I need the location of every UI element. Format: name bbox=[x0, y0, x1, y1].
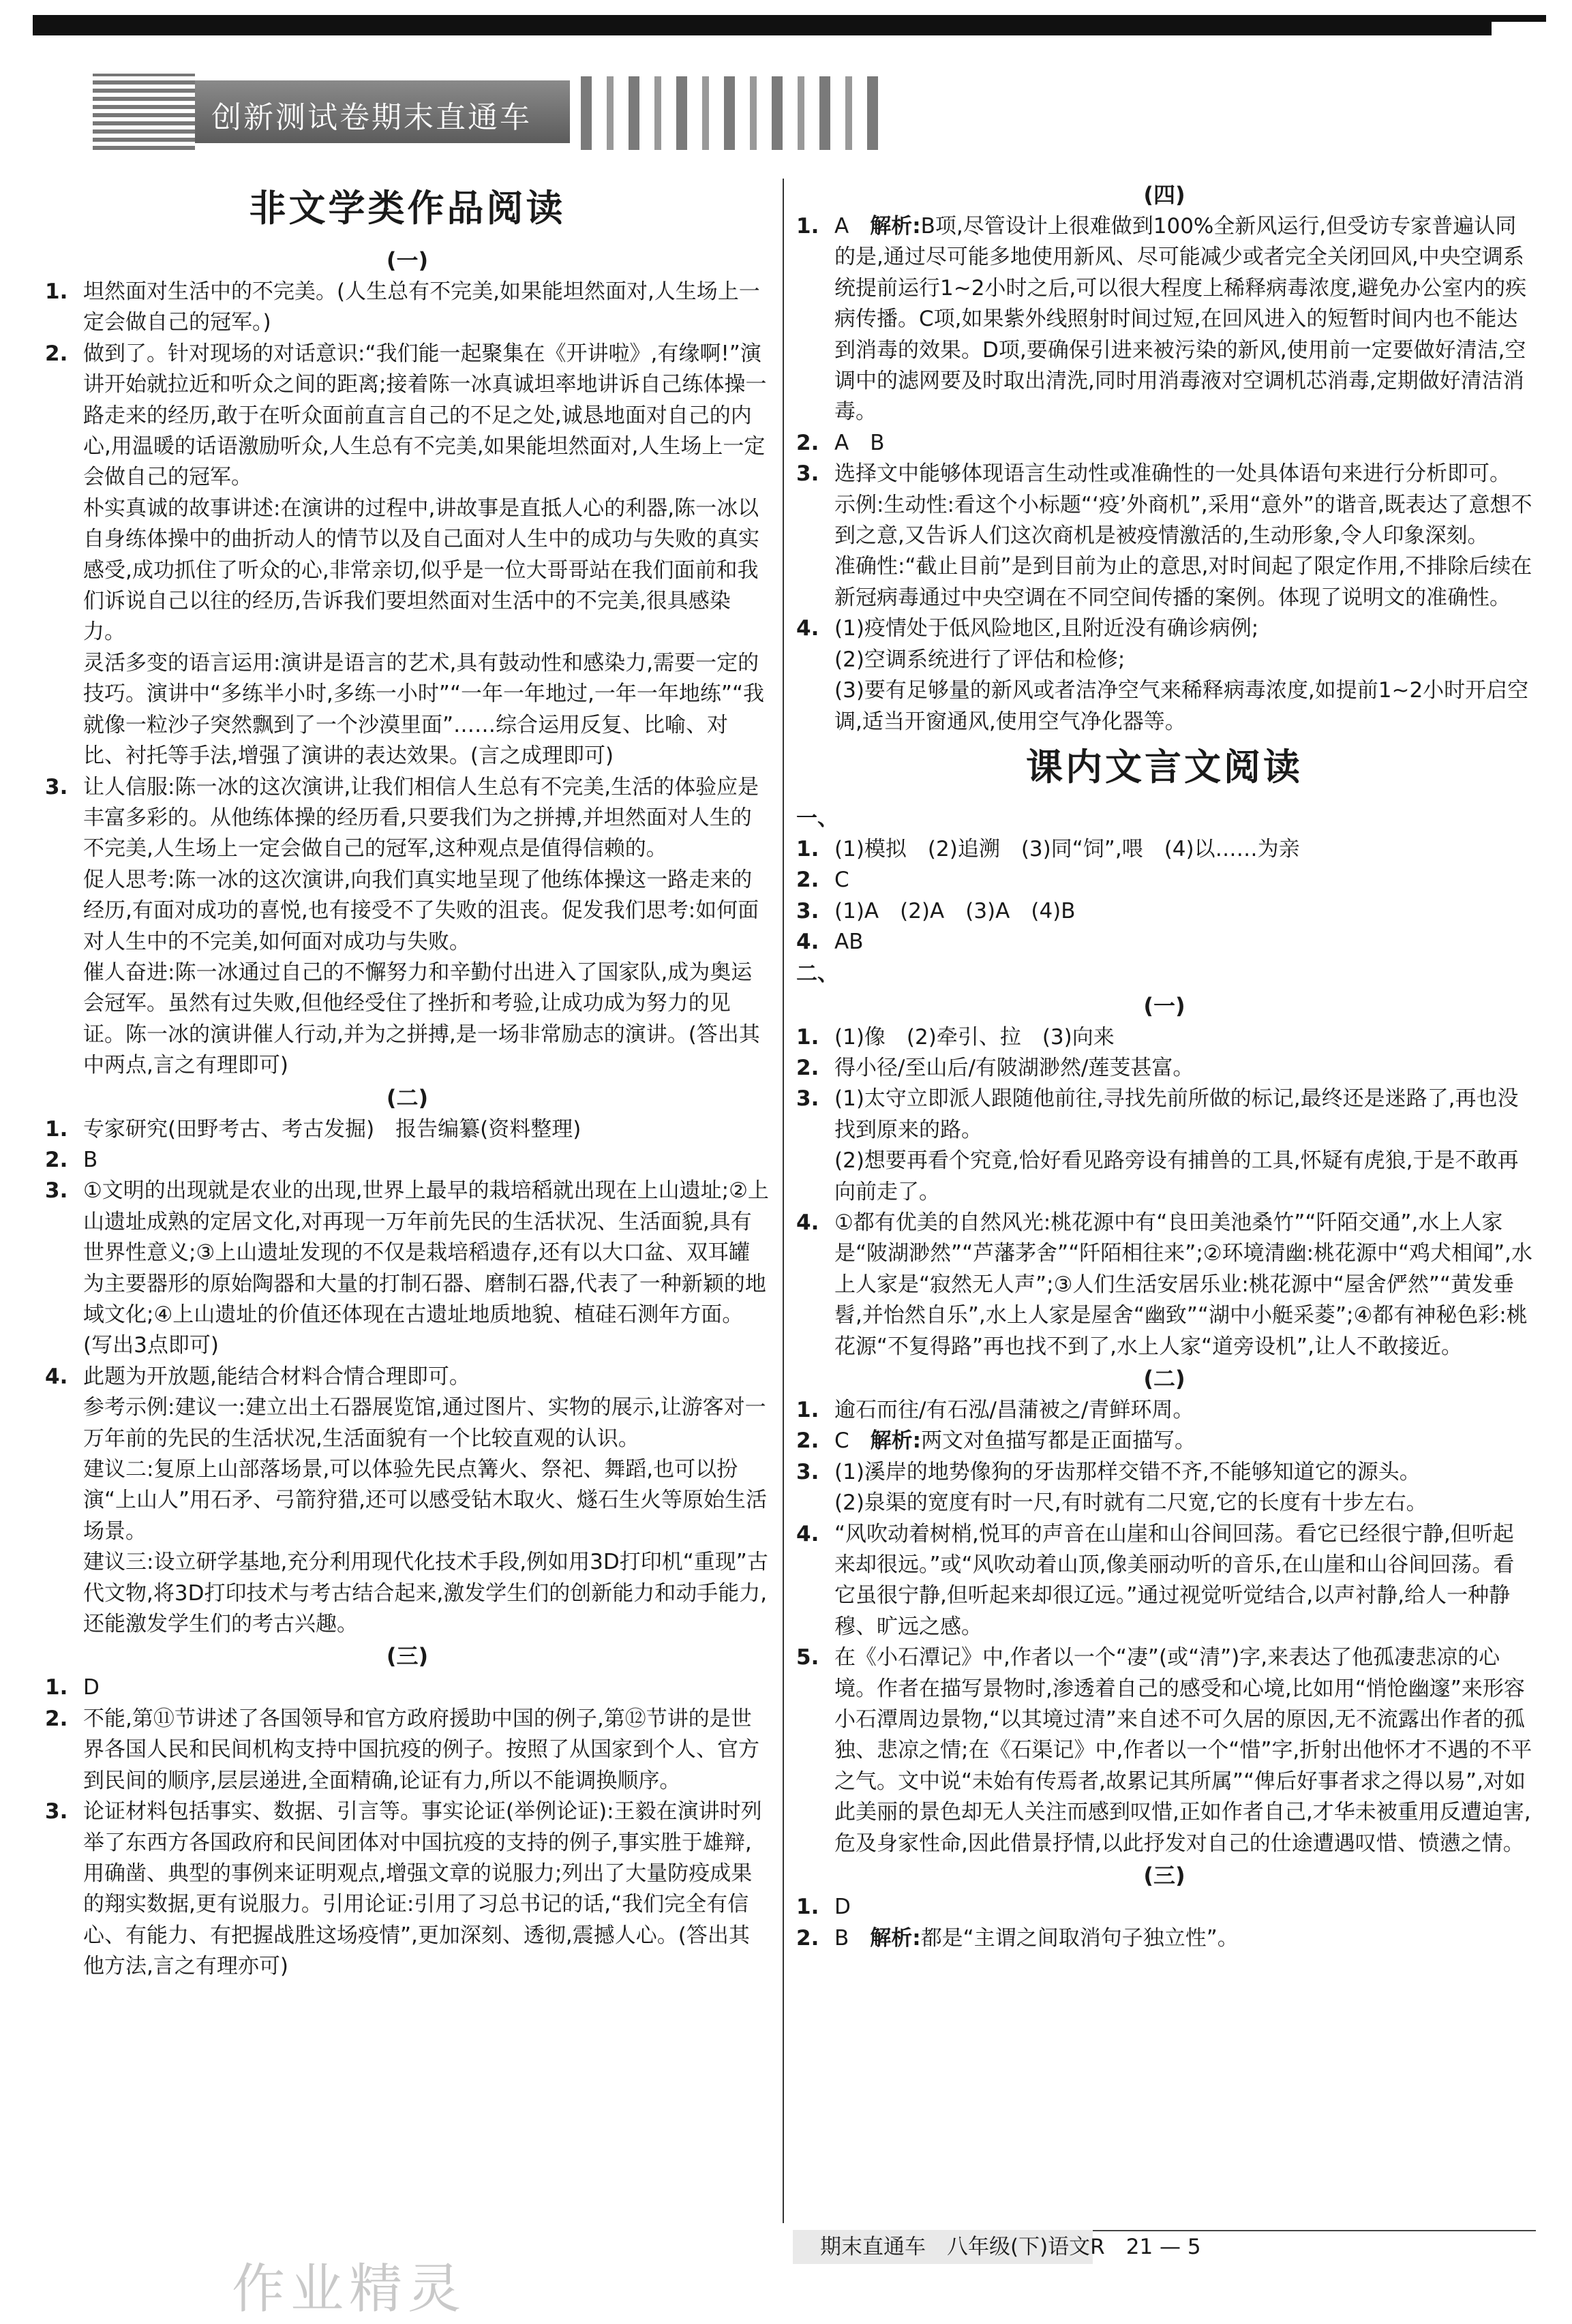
answer-item: 3. 让人信服:陈一冰的这次演讲,让我们相信人生总有不完美,生活的体验应是丰富多彩的。从他练体操的经历看,只要我们为之拼搏,并坦然面对人生的不完美,人生场上一定会做自己的冠军,这种观点是值得信赖的。 bbox=[45, 774, 759, 861]
answer-item: 1. D bbox=[45, 1675, 100, 1700]
answer-paragraph: (2)泉渠的宽度有时一尺,有时就有二尺宽,它的长度有十步左右。 bbox=[834, 1490, 1427, 1516]
answer-item: 4. “风吹动着树梢,悦耳的声音在山崖和山谷间回荡。看它已经很宁静,但听起来却很远。”或“风吹动着山顶,像美丽动听的音乐,在山崖和山谷间回荡。看它虽很宁静,但听起来却很辽远。”通过视觉听觉结合,以声衬静,给人一种静穆、旷远之感。 bbox=[796, 1521, 1515, 1639]
answer-item: 2. 不能,第⑪节讲述了各国领导和官方政府援助中国的例子,第⑫节讲的是世界各国人民和民间机构支持中国抗疫的例子。按照了从国家到个人、官方到民间的顺序,层层递进,全面精确,论证有力,所以不能调换顺序。 bbox=[45, 1706, 759, 1793]
column-divider bbox=[783, 179, 784, 2223]
answer-item: 3. 论证材料包括事实、数据、引言等。事实论证(举例论证):王毅在演讲时列举了东西方各国政府和民间团体对中国抗疫的支持的例子,事实胜于雄辩,用确凿、典型的事例来证明观点,增强文章的说服力;列出了大量防疫成果的翔实数据,更有说服力。引用论证:引用了习总书记的话,“我们完全有信心、有能力、有把握战胜这场疫情”,更加深刻、透彻,震撼人心。(答出其他方法,言之有理亦可) bbox=[45, 1799, 762, 1979]
section-title-classical: 课内文言文阅读 bbox=[1026, 745, 1303, 789]
answer-paragraph: 准确性:“截止目前”是到目前为止的意思,对时间起了限定作用,不排除后续在新冠病毒通过中央空调在不同空间传播的案例。体现了说明文的准确性。 bbox=[834, 554, 1532, 610]
answer-item: 4. (1)疫情处于低风险地区,且附近没有确诊病例; bbox=[796, 616, 1259, 641]
answer-item: 2. B bbox=[45, 1147, 98, 1172]
answer-paragraph: 建议三:设立研学基地,充分利用现代化技术手段,例如用3D打印机“重现”古代文物,将3D打印技术与考古结合起来,激发学生们的创新能力和动手能力,还能激发学生们的考古兴趣。 bbox=[83, 1550, 768, 1637]
segment-heading: 一、 bbox=[796, 806, 838, 831]
answer-item: 2. A B bbox=[796, 430, 885, 455]
answer-paragraph: (3)要有足够量的新风或者洁净空气来稀释病毒浓度,如提前1~2小时开启空调,适当开窗通风,使用空气净化器等。 bbox=[834, 678, 1529, 734]
subsection-2: (二) bbox=[386, 1084, 429, 1111]
left-column bbox=[45, 179, 770, 1983]
answer-item: 3. (1)太守立即派人跟随他前往,寻找先前所做的标记,最终还是迷路了,再也没找到原来的路。 bbox=[796, 1086, 1519, 1142]
banner-stripe-decoration bbox=[93, 74, 195, 150]
subsection-c3: (三) bbox=[1143, 1863, 1185, 1889]
answer-item: 3. ①文明的出现就是农业的出现,世界上最早的栽培稻就出现在上山遗址;②上山遗址成熟的定居文化,对再现一万年前先民的生活状况、生活面貌,具有世界性意义;③上山遗址发现的不仅是栽培稻遗存,还有以大口盆、双耳罐为主要器形的原始陶器和大量的打制石器、磨制石器,代表了一种新颖的地域文化;④上山遗址的价值还体现在古遗址地质地貌、植硅石测年方面。(写出3点即可) bbox=[45, 1178, 769, 1358]
right-column bbox=[796, 179, 1532, 1954]
answer-item: 1. 逾石而往/有石泓/昌蒲被之/青鲜环周。 bbox=[796, 1398, 1194, 1422]
answer-item: 4. ①都有优美的自然风光:桃花源中有“良田美池桑竹”“阡陌交通”,水上人家是“陂湖渺然”“芦藩茅舍”“阡陌相往来”;②环境清幽:桃花源中“鸡犬相闻”,水上人家是“寂然无人声”;③人们生活安居乐业:桃花源中“屋舍俨然”“黄发垂髫,并怡然自乐”,水上人家是屋舍“幽致”“湖中小艇采菱”;④都有神秘色彩:桃花源“不复得路”再也找不到了,水上人家“道旁设机”,让人不敢接近。 bbox=[796, 1210, 1533, 1359]
answer-item: 4. 此题为开放题,能结合材料合情合理即可。 bbox=[45, 1364, 470, 1389]
answer-item: 3. 选择文中能够体现语言生动性或准确性的一处具体语句来进行分析即可。 bbox=[796, 461, 1511, 487]
answer-paragraph: 参考示例:建议一:建立出土石器展览馆,通过图片、实物的展示,让游客对一万年前的先民的生活状况,生活面貌有一个比较直观的认识。 bbox=[83, 1395, 766, 1451]
answer-item: 1. (1)像 (2)牵引、拉 (3)向来 bbox=[796, 1024, 1115, 1050]
answer-paragraph: (2)想要再看个究竟,恰好看见路旁设有捕兽的工具,怀疑有虎狼,于是不敢再向前走了。 bbox=[834, 1148, 1519, 1204]
answer-item: 1. (1)模拟 (2)追溯 (3)同“饲”,喂 (4)以……为亲 bbox=[796, 836, 1300, 861]
answer-paragraph: (2)空调系统进行了评估和检修; bbox=[834, 647, 1125, 672]
answer-paragraph: 示例:生动性:看这个小标题“‘疫’外商机”,采用“意外”的谐音,既表达了意想不到之意,又告诉人们这次商机是被疫情激活的,生动形象,令人印象深刻。 bbox=[834, 492, 1532, 549]
subsection-4: (四) bbox=[1143, 182, 1185, 208]
subsection-c1: (一) bbox=[1143, 992, 1185, 1019]
subsection-c2: (二) bbox=[1143, 1366, 1185, 1392]
answer-item: 2. 做到了。针对现场的对话意识:“我们能一起聚集在《开讲啦》,有缘啊!”演讲开始就拉近和听众之间的距离;接着陈一冰真诚坦率地讲诉自己练体操一路走来的经历,敢于在听众面前直言自己的不足之处,诚恳地面对自己的内心,用温暖的话语激励听众,人生总有不完美,如果能坦然面对,人生场上一定会做自己的冠军。 bbox=[45, 341, 767, 490]
top-black-bar bbox=[33, 15, 1492, 35]
answer-item: 1. A 解析:B项,尽管设计上很难做到100%全新风运行,但受访专家普遍认同的是,通过尽可能多地使用新风、尽可能减少或者完全关闭回风,中央空调系统提前运行1~2小时之后,可以很大程度上稀释病毒浓度,避免办公室内的疾病传播。C项,如果紫外线照射时间过短,在回风进入的短暂时间内也不能达到消毒的效果。D项,要确保引进来被污染的新风,使用前一定要做好清洁,空调中的滤网要及时取出清洗,同时用消毒液对空调机芯消毒,定期做好清洁消毒。 bbox=[796, 214, 1527, 425]
answer-item: 5. 在《小石潭记》中,作者以一个“凄”(或“清”)字,来表达了他孤凄悲凉的心境。作者在描写景物时,渗透着自己的感受和心境,比如用“悄怆幽邃”来形容小石潭周边景物,“以其境过清”来自述不可久居的原因,无不流露出作者的孤独、悲凉之情;在《石渠记》中,作者以一个“惜”字,折射出他怀才不遇的不平之气。文中说“未始有传焉者,故累记其所属”“俾后好事者求之得以易”,对如此美丽的景色却无人关注而感到叹惜,正如作者自己,才华未被重用反遭迫害,危及身家性命,因此借景抒情,以此抒发对自己的仕途遭遇叹惜、愤懑之情。 bbox=[796, 1645, 1532, 1856]
top-bar-tail bbox=[1492, 15, 1546, 22]
page-footer: 期末直通车 八年级(下)语文R 21 — 5 bbox=[793, 2230, 1093, 2264]
answer-paragraph: 促人思考:陈一冰的这次演讲,向我们真实地呈现了他练体操这一路走来的经历,有面对成功的喜悦,也有接受不了失败的沮丧。促发我们思考:如何面对人生中的不完美,如何面对成功与失败。 bbox=[83, 867, 759, 954]
banner-title: 创新测试卷期末直通车 bbox=[211, 100, 532, 135]
answer-paragraph: 朴实真诚的故事讲述:在演讲的过程中,讲故事是直抵人心的利器,陈一冰以自身练体操中的曲折动人的情节以及自己面对人生中的成功与失败的真实感受,成功抓住了听众的心,非常亲切,似乎是一位大哥哥站在我们面前和我们诉说自己以往的经历,告诉我们要坦然面对生活中的不完美,很具感染力。 bbox=[83, 495, 759, 645]
answer-paragraph: 灵活多变的语言运用:演讲是语言的艺术,具有鼓动性和感染力,需要一定的技巧。演讲中“多练半小时,多练一小时”“一年一年地过,一年一年地练”“我就像一粒沙子突然飘到了一个沙漠里面”……综合运用反复、比喻、对比、衬托等手法,增强了演讲的表达效果。(言之成理即可) bbox=[83, 650, 765, 769]
answer-item: 4. AB bbox=[796, 930, 864, 955]
answer-item: 2. 得小径/至山后/有陂湖渺然/莲芰甚富。 bbox=[796, 1055, 1194, 1080]
answer-item: 2. C 解析:两文对鱼描写都是正面描写。 bbox=[796, 1428, 1196, 1454]
answer-paragraph: 建议二:复原上山部落场景,可以体验先民点篝火、祭祀、舞蹈,也可以扮演“上山人”用石矛、弓箭狩猎,还可以感受钻木取火、燧石生火等原始生活场景。 bbox=[83, 1457, 767, 1544]
answer-item: 2. C bbox=[796, 868, 849, 893]
segment-heading: 二、 bbox=[796, 961, 838, 986]
section-title-nonliterary: 非文学类作品阅读 bbox=[249, 187, 566, 230]
answer-item: 3. (1)A (2)A (3)A (4)B bbox=[796, 898, 1076, 923]
answer-item: 3. (1)溪岸的地势像狗的牙齿那样交错不齐,不能够知道它的源头。 bbox=[796, 1459, 1421, 1484]
answer-paragraph: 催人奋进:陈一冰通过自己的不懈努力和辛勤付出进入了国家队,成为奥运会冠军。虽然有过失败,但他经受住了挫折和考验,让成功成为努力的见证。陈一冰的演讲催人行动,并为之拼搏,是一场非常励志的演讲。(答出其中两点,言之有理即可) bbox=[83, 960, 760, 1078]
answer-item: 2. B 解析:都是“主谓之间取消句子独立性”。 bbox=[796, 1925, 1239, 1951]
answer-item: 1. 专家研究(田野考古、考古发掘) 报告编纂(资料整理) bbox=[45, 1116, 581, 1142]
subsection-3: (三) bbox=[386, 1643, 429, 1670]
answer-item: 1. D bbox=[796, 1895, 851, 1920]
watermark: 作业精灵 bbox=[232, 2259, 467, 2320]
subsection-1: (一) bbox=[386, 247, 429, 273]
banner-bars-decoration bbox=[581, 76, 894, 150]
answer-item: 1. 坦然面对生活中的不完美。(人生总有不完美,如果能坦然面对,人生场上一定会做自己的冠军。) bbox=[45, 279, 760, 335]
